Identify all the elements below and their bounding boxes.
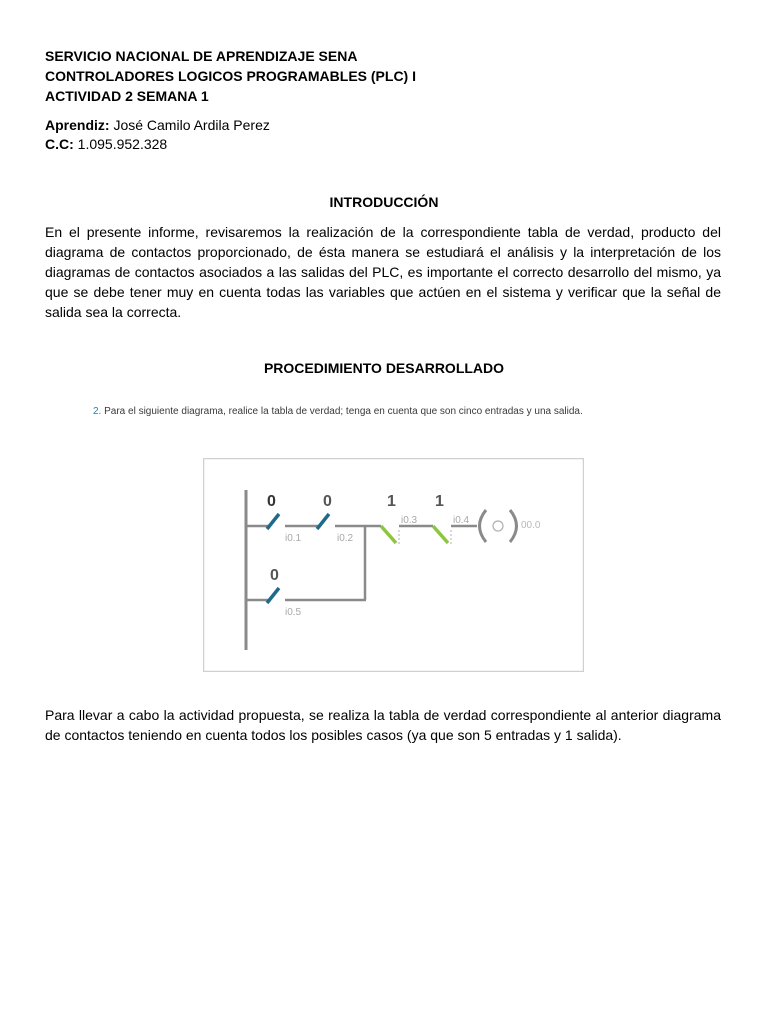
contact-i0-1-state: 0	[267, 493, 276, 510]
contact-i0-4-label: i0.4	[453, 515, 470, 526]
question-text	[93, 406, 583, 417]
student-id-value: 1.095.952.328	[77, 136, 168, 152]
contact-i0-2-state: 0	[323, 493, 332, 510]
intro-paragraph: En el presente informe, revisaremos la realización de la correspondiente tabla de verdad, producto del diagrama de contactos proporcionado, de ésta manera se estudiará el análisis y la interpretación de los diagramas de contactos asociados a las salidas del PLC, es importante el correcto desarrollo del mismo, ya que se debe tener muy en cuenta todas las variables que actúen en el sistema y verificar que la señal de salida sea la correcta.	[45, 224, 721, 320]
diagram-frame	[204, 459, 584, 672]
contact-i0-3-state: 1	[387, 493, 396, 510]
ladder-diagram	[203, 458, 584, 672]
student-id-row	[45, 135, 270, 154]
student-info	[45, 116, 270, 154]
student-name-value: José Camilo Ardila Perez	[113, 117, 270, 133]
contact-i0-2-label: i0.2	[337, 533, 354, 544]
contact-i0-4-state: 1	[435, 493, 444, 510]
header-activity: ACTIVIDAD 2 SEMANA 1	[45, 88, 209, 104]
ladder-diagram-svg	[203, 458, 584, 672]
header-course: CONTROLADORES LOGICOS PROGRAMABLES (PLC) I	[45, 68, 416, 84]
document-header	[45, 46, 416, 106]
student-name-label: Aprendiz:	[45, 117, 110, 133]
intro-heading: INTRODUCCIÓN	[329, 194, 439, 210]
procedure-heading: PROCEDIMIENTO DESARROLLADO	[263, 360, 505, 376]
question-number: 2.	[93, 406, 102, 417]
contact-i0-5-state: 0	[270, 567, 279, 584]
contact-i0-3-label: i0.3	[401, 515, 418, 526]
header-institution: SERVICIO NACIONAL DE APRENDIZAJE SENA	[45, 48, 358, 64]
procedure-paragraph: Para llevar a cabo la actividad propuesta, se realiza la tabla de verdad correspondiente al anterior diagrama de contactos teniendo en cuenta todos los posibles casos (ya que son 5 entradas y 1 salida).	[45, 707, 721, 743]
question-body: Para el siguiente diagrama, realice la tabla de verdad; tenga en cuenta que son cinco entradas y una salida.	[104, 406, 583, 417]
contact-i0-1-label: i0.1	[285, 533, 302, 544]
student-id-label: C.C:	[45, 136, 74, 152]
student-name-row	[45, 116, 270, 135]
output-coil-label: 00.0	[521, 520, 541, 531]
contact-i0-5-label: i0.5	[285, 607, 302, 618]
